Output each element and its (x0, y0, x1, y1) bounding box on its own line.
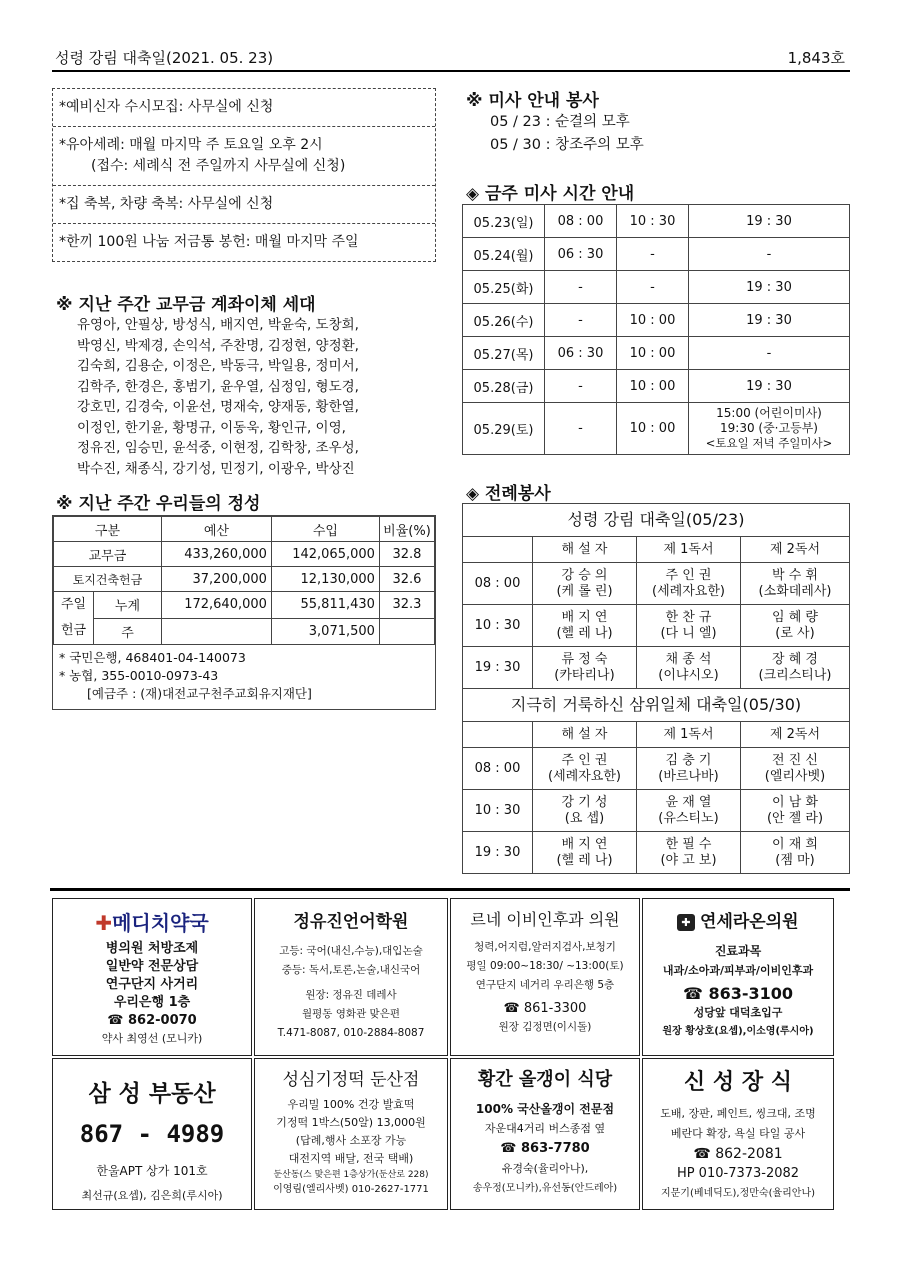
ad-line: T.471-8087, 010-2884-8087 (277, 1027, 425, 1039)
col-header: 해 설 자 (533, 537, 637, 563)
feast-day-header: 지극히 거룩하신 삼위일체 대축일(05/30) (463, 689, 850, 722)
time-cell: 10 : 30 (463, 605, 533, 647)
names-line: 강호민, 김경숙, 이윤선, 명재숙, 양재동, 황한열, (77, 399, 359, 415)
commentator-cell (533, 790, 637, 832)
notice-infant-baptism (53, 127, 435, 186)
notice-line: *유아세례: 매월 마지막 주 토요일 오후 2시 (59, 137, 323, 153)
time-cell: 19 : 30 (689, 271, 850, 304)
ad-phone: ☎ 862-2081 (693, 1146, 783, 1162)
date-cell: 05.29(토) (463, 403, 545, 455)
ad-line: 둔산동(스 맞은편 1층상가(둔산로 228) (273, 1170, 429, 1180)
liturgy-row (463, 748, 850, 790)
ad-line: 진료과목 (714, 944, 762, 958)
person-name: 한 찬 규 (665, 609, 712, 625)
baptismal-name: (세례자요한) (652, 583, 725, 599)
time-cell: 19 : 30 (463, 832, 533, 874)
person-name: 한 필 수 (665, 836, 712, 852)
ad-phone: ☎ 863-3100 (682, 984, 794, 1003)
ad-line: 월평동 영화관 맞은편 (302, 1008, 400, 1020)
label-part: 헌금 (60, 623, 87, 638)
notice-blessing: *집 축복, 차량 축복: 사무실에 신청 (53, 186, 435, 224)
ad-line: 연구단지 사거리 (105, 977, 199, 992)
row-label: 누계 (94, 592, 162, 619)
person-name: 임 혜 량 (772, 609, 818, 625)
time-cell: 19 : 30 (463, 647, 533, 689)
header-divider (52, 70, 850, 72)
col-header: 제 1독서 (637, 537, 741, 563)
ad-name: 신 성 장 식 (684, 1070, 792, 1095)
ad-line: 연구단지 네거리 우리은행 5층 (475, 979, 615, 991)
liturgy-row (463, 832, 850, 874)
schedule-row (463, 304, 850, 337)
income-cell: 12,130,000 (271, 567, 379, 592)
baptismal-name: (야 고 보) (660, 852, 717, 868)
ad-line: 송우정(모니카),유선동(안드레아) (472, 1183, 618, 1194)
commentator-cell (533, 605, 637, 647)
liturgy-row (463, 563, 850, 605)
reader1-cell (637, 790, 741, 832)
notice-catechumen: *예비신자 수시모집: 사무실에 신청 (53, 89, 435, 127)
time-cell: 08 : 00 (545, 205, 617, 238)
ad-line: 원장: 정유진 데레사 (305, 989, 397, 1001)
ratio-cell: 32.8 (379, 542, 434, 567)
time-cell: - (545, 304, 617, 337)
ratio-cell: 32.6 (379, 567, 434, 592)
person-name: 배 지 연 (561, 609, 608, 625)
income-cell: 3,071,500 (271, 618, 379, 645)
ad-line: 자운대4거리 버스종점 옆 (484, 1122, 606, 1135)
ad-line: 유경숙(율리아나), (501, 1162, 589, 1175)
baptismal-name: (다 니 엘) (660, 625, 717, 641)
col-header: 제 2독서 (741, 722, 850, 748)
ad-interior (642, 1058, 834, 1210)
notice-line: (접수: 세례식 전 주일까지 사무실에 신청) (91, 158, 346, 174)
ad-restaurant-text (451, 1099, 639, 1199)
bulletin-title: 성령 강림 대축일(2021. 05. 23) (55, 49, 274, 67)
notice-box (52, 88, 436, 262)
person-name: 주 인 권 (665, 567, 712, 583)
time-cell: 10 : 00 (617, 304, 689, 337)
label-part: 주일 (60, 597, 87, 612)
ad-ent-text (451, 938, 639, 1037)
saturday-evening-cell (689, 403, 850, 455)
clinic-logo-icon: ✚ (677, 914, 694, 931)
sat-mass-line: 19:30 (중·고등부) (720, 421, 818, 435)
account-notes (53, 645, 435, 709)
ad-line: 100% 국산올갱이 전문점 (475, 1102, 615, 1116)
baptismal-name: (헬 레 나) (556, 852, 613, 868)
schedule-row (463, 271, 850, 304)
ad-line: (답례,행사 소포장 가능 (295, 1134, 407, 1147)
person-name: 이 재 희 (772, 836, 818, 852)
liturgy-table (462, 503, 850, 874)
cross-icon: ✚ (95, 911, 113, 935)
row-label: 토지건축헌금 (54, 567, 162, 592)
account-holder: [예금주 : (재)대전교구천주교회유지재단] (87, 686, 312, 701)
person-name: 류 정 숙 (561, 651, 608, 667)
baptismal-name: (엘리사벳) (764, 768, 826, 784)
names-line: 김숙희, 김용순, 이정은, 박동극, 박일용, 정미서, (77, 358, 359, 374)
date-cell: 05.26(수) (463, 304, 545, 337)
time-cell: 19 : 30 (689, 304, 850, 337)
ad-academy-text (255, 942, 447, 1043)
ad-line: 지문기(베네딕도),정만숙(율리안나) (660, 1188, 816, 1199)
transfer-names (77, 315, 437, 479)
mass-service-line: 05 / 23 : 순결의 모후 (490, 114, 630, 130)
notice-piggy-bank: *한끼 100원 나눔 저금통 봉헌: 매월 마지막 주일 (59, 234, 359, 250)
time-cell: 19 : 30 (689, 205, 850, 238)
ad-line: ☎ 862-0070 (107, 1013, 197, 1028)
ad-name: 성심기정떡 둔산점 (282, 1070, 420, 1090)
ad-line: 성당앞 대덕초입구 (693, 1006, 783, 1019)
time-cell: - (617, 238, 689, 271)
baptismal-name: (헬 레 나) (556, 625, 613, 641)
ad-pharmacy-text (53, 940, 251, 1048)
baptismal-name: (세례자요한) (548, 768, 621, 784)
ad-line: 고등: 국어(내신,수능),대입논술 (279, 945, 423, 957)
person-name: 채 종 석 (665, 651, 712, 667)
time-cell: 10 : 00 (617, 403, 689, 455)
person-name: 이 남 화 (772, 794, 818, 810)
baptismal-name: (이냐시오) (658, 667, 719, 683)
baptismal-name: (소화데레사) (758, 583, 832, 599)
reader2-cell (741, 748, 850, 790)
ad-line: 이영림(엘리사벳) 010-2627-1771 (273, 1184, 429, 1195)
ad-line: 일반약 전문상담 (105, 959, 199, 974)
person-name: 윤 재 열 (665, 794, 712, 810)
col-header: 예산 (161, 517, 271, 542)
person-name: 주 인 권 (561, 752, 608, 768)
ad-line: 청력,어지럼,알러지검사,보청기 (474, 941, 616, 953)
sunday-offering-label (54, 592, 94, 645)
time-cell: - (545, 370, 617, 403)
date-cell: 05.28(금) (463, 370, 545, 403)
ad-line: 약사 최영선 (모니카) (101, 1032, 203, 1045)
names-line: 박영신, 박제경, 손익석, 주찬명, 김정현, 양정환, (77, 337, 359, 354)
reader2-cell (741, 790, 850, 832)
time-cell: 08 : 00 (463, 748, 533, 790)
col-header: 제 1독서 (637, 722, 741, 748)
time-cell: - (689, 337, 850, 370)
blank-cell (463, 537, 533, 563)
schedule-table (462, 204, 850, 455)
ad-phone: ☎ 863-7780 (500, 1141, 590, 1156)
baptismal-name: (안 젤 라) (766, 810, 824, 826)
time-cell: 10 : 00 (617, 337, 689, 370)
time-cell: 10 : 30 (463, 790, 533, 832)
ad-line: 원장 김정면(이시돌) (498, 1021, 592, 1033)
col-header: 해 설 자 (533, 722, 637, 748)
ad-name: 르네 이비인후과 의원 (470, 910, 620, 929)
time-cell: 08 : 00 (463, 563, 533, 605)
mass-service-list (490, 111, 644, 157)
schedule-row (463, 403, 850, 455)
baptismal-name: (요 셉) (564, 810, 605, 826)
commentator-cell (533, 647, 637, 689)
ad-name: 황간 올갱이 식당 (477, 1069, 613, 1090)
schedule-row (463, 205, 850, 238)
sat-mass-line: <토요일 저녁 주일미사> (705, 436, 833, 450)
col-header: 구분 (54, 517, 162, 542)
reader2-cell (741, 647, 850, 689)
ads-divider (50, 888, 850, 891)
person-name: 장 혜 경 (772, 651, 818, 667)
reader2-cell (741, 832, 850, 874)
names-line: 유영아, 안필상, 방성식, 배지연, 박윤숙, 도창희, (77, 317, 359, 333)
date-cell: 05.24(월) (463, 238, 545, 271)
names-line: 이정인, 한기윤, 황명규, 이동욱, 황인규, 이영, (77, 419, 346, 436)
ad-raon-clinic (642, 898, 834, 1056)
ad-pharmacy (52, 898, 252, 1056)
col-header: 비율(%) (379, 517, 434, 542)
transfer-title: ※ 지난 주간 교무금 계좌이체 세대 (56, 295, 316, 315)
ad-line: 도배, 장판, 페인트, 씽크대, 조명 (660, 1107, 816, 1120)
ad-ricecake-text (255, 1096, 447, 1198)
names-line: 김학주, 한경은, 홍범기, 윤우열, 심정임, 형도경, (77, 378, 359, 395)
row-label: 주 (94, 618, 162, 645)
ad-line: 원장 황상호(요셉),이소영(루시아) (662, 1026, 814, 1037)
ad-interior-text (643, 1104, 833, 1204)
ad-line: 최선규(요셉), 김은희(루시아) (81, 1189, 223, 1202)
ad-phone: ☎ 861-3300 (503, 1001, 587, 1016)
ad-ricecake (254, 1058, 448, 1210)
col-header: 제 2독서 (741, 537, 850, 563)
schedule-row (463, 337, 850, 370)
blank-cell (463, 722, 533, 748)
time-cell: - (545, 271, 617, 304)
ad-phone: HP 010-7373-2082 (676, 1166, 800, 1181)
ad-name: 삼 성 부동산 (88, 1081, 216, 1107)
person-name: 배 지 연 (561, 836, 608, 852)
commentator-cell (533, 748, 637, 790)
liturgy-row (463, 790, 850, 832)
person-name: 박 수 휘 (772, 567, 818, 583)
budget-cell (161, 618, 271, 645)
ad-academy (254, 898, 448, 1056)
time-cell: 10 : 30 (617, 205, 689, 238)
ad-pharmacy-name (53, 907, 251, 936)
date-cell: 05.23(일) (463, 205, 545, 238)
mass-service-line: 05 / 30 : 창조주의 모후 (490, 137, 644, 153)
row-label: 교무금 (54, 542, 162, 567)
time-cell: 19 : 30 (689, 370, 850, 403)
ad-raon-name (643, 907, 833, 932)
schedule-row (463, 238, 850, 271)
ad-line: 평일 09:00~18:30/ ~13:00(토) (466, 960, 624, 972)
baptismal-name: (카타리나) (554, 667, 615, 683)
reader1-cell (637, 748, 741, 790)
liturgy-row (463, 647, 850, 689)
ad-line: 내과/소아과/피부과/이비인후과 (662, 964, 814, 977)
schedule-row (463, 370, 850, 403)
time-cell: 06 : 30 (545, 238, 617, 271)
reader1-cell (637, 832, 741, 874)
liturgy-title: ◈ 전례봉사 (466, 484, 551, 504)
time-cell: 06 : 30 (545, 337, 617, 370)
ad-phone: 867 - 4989 (79, 1120, 225, 1148)
ad-restaurant (450, 1058, 640, 1210)
sat-mass-line: 15:00 (어린이미사) (716, 406, 822, 420)
baptismal-name: (바르나바) (658, 768, 719, 784)
account-line: * 국민은행, 468401-04-140073 (59, 650, 246, 665)
reader1-cell (637, 647, 741, 689)
offering-box (52, 515, 436, 710)
ad-line: 우리밀 100% 건강 발효떡 (287, 1098, 415, 1111)
ad-line: 병의원 처방조제 (105, 941, 199, 956)
ad-line: 대전지역 배달, 전국 택배) (288, 1152, 414, 1165)
ad-ent-clinic (450, 898, 640, 1056)
baptismal-name: (크리스티나) (758, 667, 832, 683)
names-line: 박수진, 채종식, 강기성, 민정기, 이광우, 박상진 (77, 460, 355, 477)
time-cell: - (689, 238, 850, 271)
budget-cell: 172,640,000 (161, 592, 271, 619)
person-name: 강 기 성 (561, 794, 608, 810)
budget-cell: 433,260,000 (161, 542, 271, 567)
feast-day-header: 성령 강림 대축일(05/23) (463, 504, 850, 537)
budget-cell: 37,200,000 (161, 567, 271, 592)
ad-line: 기정떡 1박스(50알) 13,000원 (276, 1116, 426, 1129)
person-name: 전 진 신 (772, 752, 818, 768)
person-name: 강 승 의 (561, 567, 608, 583)
baptismal-name: (젬 마) (775, 852, 815, 868)
ad-realestate (52, 1058, 252, 1210)
ad-line: 우리은행 1층 (113, 995, 191, 1010)
ad-raon-text (643, 942, 833, 1041)
liturgy-row (463, 605, 850, 647)
time-cell: - (545, 403, 617, 455)
names-line: 정유진, 임승민, 윤석중, 이현정, 김학창, 조우성, (77, 440, 359, 456)
ad-line: 중등: 독서,토론,논술,내신국어 (281, 964, 421, 976)
income-cell: 142,065,000 (271, 542, 379, 567)
schedule-title: ◈ 금주 미사 시간 안내 (466, 184, 635, 204)
ad-name: 정유진언어학원 (293, 912, 409, 932)
offering-table (53, 516, 435, 645)
ad-line: 한울APT 상가 101호 (96, 1164, 208, 1178)
ad-name: 연세라온의원 (700, 912, 799, 932)
date-cell: 05.25(화) (463, 271, 545, 304)
ratio-cell (379, 618, 434, 645)
col-header: 수입 (271, 517, 379, 542)
baptismal-name: (유스티노) (658, 810, 719, 826)
income-cell: 55,811,430 (271, 592, 379, 619)
ad-line: 베란다 확장, 욕실 타일 공사 (670, 1127, 806, 1140)
baptismal-name: (로 사) (775, 625, 815, 641)
commentator-cell (533, 563, 637, 605)
baptismal-name: (케 롤 린) (556, 583, 613, 599)
mass-service-title: ※ 미사 안내 봉사 (466, 91, 599, 111)
time-cell: - (617, 271, 689, 304)
ratio-cell: 32.3 (379, 592, 434, 619)
reader2-cell (741, 605, 850, 647)
reader1-cell (637, 563, 741, 605)
person-name: 김 충 기 (665, 752, 712, 768)
reader2-cell (741, 563, 850, 605)
date-cell: 05.27(목) (463, 337, 545, 370)
account-line: * 농협, 355-0010-0973-43 (59, 668, 219, 683)
issue-number: 1,843호 (787, 49, 845, 67)
time-cell: 10 : 00 (617, 370, 689, 403)
ad-name: 메디치약국 (112, 911, 209, 935)
commentator-cell (533, 832, 637, 874)
offering-title: ※ 지난 주간 우리들의 정성 (56, 494, 261, 514)
reader1-cell (637, 605, 741, 647)
